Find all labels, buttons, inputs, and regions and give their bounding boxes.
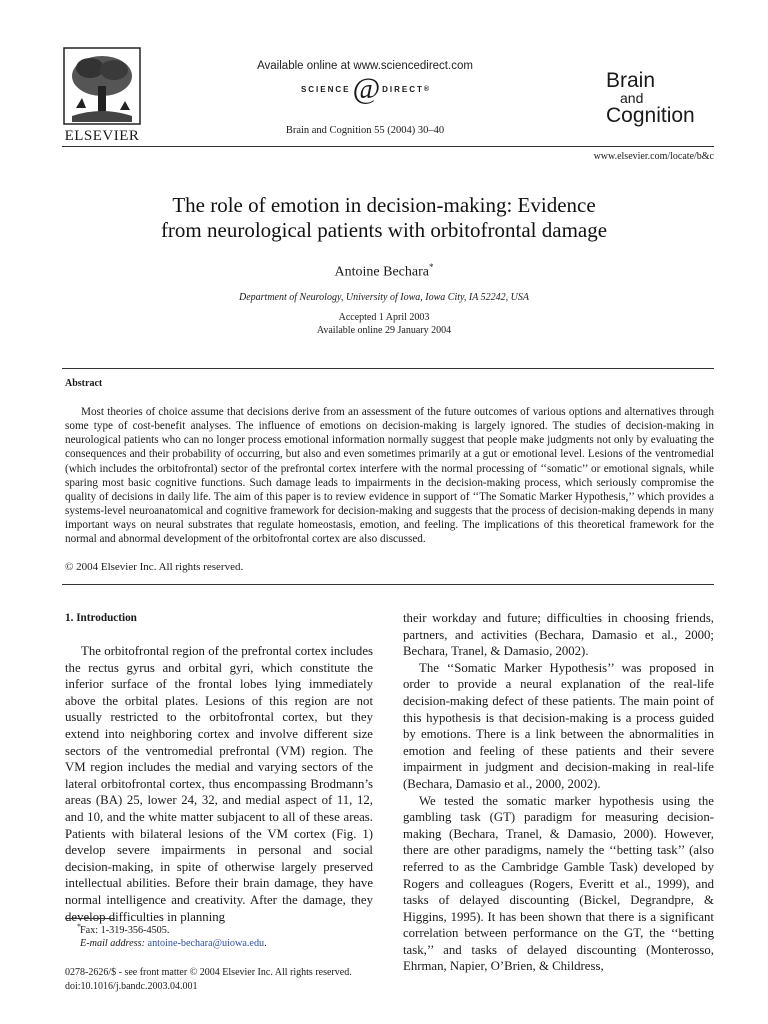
author-name-text: Antoine Bechara [334, 264, 429, 280]
right-paragraph-1: their workday and future; difficulties in choosing friends, partners, and activities (Bechara, Damasio et al., 2000; Bechara, Tranel, & Damasio, 2002). [403, 611, 714, 659]
journal-logo-cognition: Cognition [606, 104, 695, 127]
article-title [100, 193, 668, 243]
abstract-text: Most theories of choice assume that decisions derive from an assessment of the future outcomes of various options and alternatives through some type of cost-benefit analyses. The influence of emotions on decision-making is largely ignored. The studies of decision-making in neurological patients who can no longer process emotional information normally suggest that people make judgments not only by evaluating the consequences and their probability of occurring, but also and even sometimes primarily at a gut or emotional level. Lesions of the ventromedial (which includes the orbitofrontal) sector of the prefrontal cortex interfere with the normal processing of ‘‘somatic’’ or emotional signals, while sparing most basic cognitive functions. Such damage leads to impairments in the decision-making process, which seriously compromise the quality of decisions in daily life. The aim of this paper is to review evidence in support of ‘‘The Somatic Marker Hypothesis,’’ which provides a systems-level neuroanatomical and cognitive framework for decision-making and suggests that the process of decision-making depends in many important ways on neural substrates that regulate homeostasis, emotion, and feeling. The implications of this theoretical framework for the normal and abnormal development of the orbitofrontal cortex are also discussed. [65, 406, 714, 546]
elsevier-logo [62, 46, 142, 144]
title-line-1: The role of emotion in decision-making: Evidence [172, 193, 596, 217]
journal-url-link[interactable]: www.elsevier.com/locate/b&c [593, 151, 714, 162]
elsevier-wordmark: ELSEVIER [64, 128, 140, 144]
header-rule [62, 146, 714, 147]
email-end: . [264, 938, 267, 949]
abstract-copyright: © 2004 Elsevier Inc. All rights reserved. [65, 561, 244, 573]
title-line-2: from neurological patients with orbitofrontal damage [160, 218, 608, 242]
footnote-rule [65, 918, 115, 919]
email-link[interactable]: antoine-bechara@uiowa.edu [147, 938, 265, 949]
sd-science-word: SCIENCE [300, 84, 351, 94]
author-footnote-mark[interactable]: * [428, 262, 434, 272]
available-online-text: Available online at www.sciencedirect.com [257, 60, 473, 72]
affiliation: Department of Neurology, University of Iowa, Iowa City, IA 52242, USA [239, 292, 529, 303]
abstract-bottom-rule [62, 584, 714, 585]
sd-at-icon: @ [352, 72, 381, 105]
accepted-date: Accepted 1 April 2003 [338, 312, 430, 323]
footnote-fax: Fax: 1-319-356-4505. [80, 925, 170, 936]
right-column [403, 610, 714, 975]
right-paragraph-2: The ‘‘Somatic Marker Hypothesis’’ was proposed in order to provide a neural explanation of the real-life decision-making defect of these patients. The main point of this hypothesis is that decision-making is a process guided by emotions. There is a link between the abnormalities in emotion and feeling of these patients and their severe impairment in judgment and decision-making in real-life (Bechara, Damasio et al., 2000, 2002). [403, 660, 714, 791]
abstract-top-rule [62, 368, 714, 369]
email-label: E-mail address: [80, 938, 145, 949]
left-column-paragraph: The orbitofrontal region of the prefrontal cortex includes the rectus gyrus and orbital gyri, which constitute the inferior surface of the frontal lobes lying immediately above the orbital plates. Lesions of this region are not usually restricted to the orbitofrontal cortex, but they extend into neighboring cortex and involve different size sectors of the ventromedial prefrontal (VM) region. The VM region includes the medial and varying sectors of the lateral orbitofrontal cortex, thus encompassing Brodmann’s areas (BA) 25, lower 24, 32, and medial aspect of 11, 12, and 10, and the white matter subjacent to all of these areas. Patients with bilateral lesions of the VM cortex (Fig. 1) develop severe impairments in personal and social decision-making, in spite of otherwise largely preserved intellectual abilities. Before their brain damage, they have normal intelligence and creativity. After the damage, they develop difficulties in planning [65, 644, 373, 924]
journal-logo-and: and [620, 90, 644, 106]
sciencedirect-logo [250, 72, 480, 105]
elsevier-tree-icon [62, 46, 142, 126]
issn-line: 0278-2626/$ - see front matter © 2004 Elsevier Inc. All rights reserved. [65, 967, 352, 978]
sd-registered-mark: ® [423, 85, 430, 93]
article-dates [100, 312, 668, 337]
available-date: Available online 29 January 2004 [316, 324, 452, 336]
section-heading-introduction: 1. Introduction [65, 612, 137, 624]
footnote-mark: * [77, 922, 81, 931]
abstract-heading: Abstract [65, 378, 103, 389]
right-paragraph-3: We tested the somatic marker hypothesis using the gambling task (GT) paradigm for measuring decision-making (Bechara, Tranel, & Damasio, 2000). However, there are other paradigms, namely the ‘‘betting task’’ (also referred to as the Cambridge Gamble Task) developed by Rogers and colleagues (Rogers, Everitt et al., 1999), and tasks of delayed discounting (Bickel, Degrandpre, & Higgins, 1995). It has been shown that there is a significant correlation between performance on the GT, the ‘‘betting task,’’ and tasks of delayed discounting (Monterosso, Ehrman, Napier, O’Brien, & Childress, [403, 793, 714, 974]
journal-citation: Brain and Cognition 55 (2004) 30–40 [285, 125, 445, 136]
journal-logo [606, 70, 716, 126]
author-name [100, 262, 668, 281]
footnote-email [80, 937, 267, 950]
journal-logo-brain: Brain [606, 69, 656, 92]
doi-line[interactable]: doi:10.1016/j.bandc.2003.04.001 [65, 981, 198, 992]
sd-direct-word: DIRECT [382, 84, 424, 94]
